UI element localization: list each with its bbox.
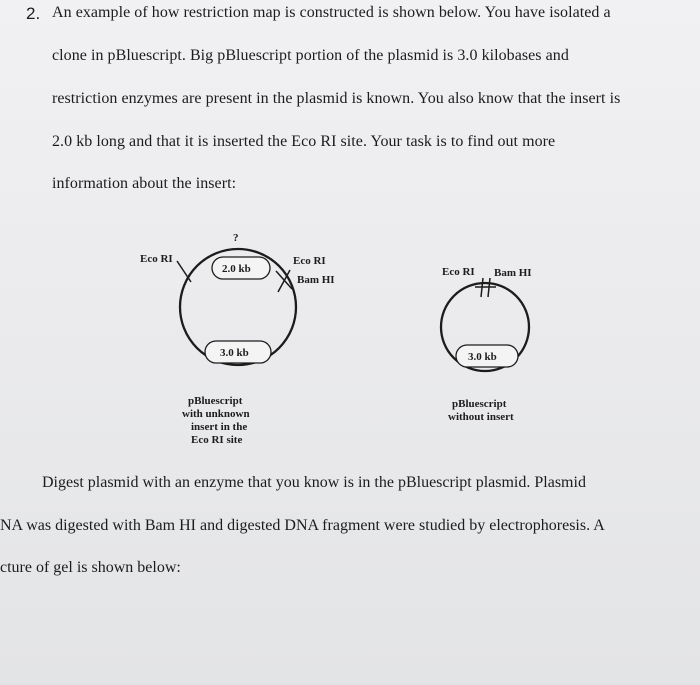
question-line-3: restriction enzymes are present in the plasmid is known. You also know that the insert is [52, 90, 621, 107]
plasmid-without-insert [441, 266, 532, 423]
right-caption-line-1: pBluescript [452, 398, 507, 410]
question-number: 2. [26, 4, 41, 23]
right-bam-hi-site-label: Bam HI [494, 267, 532, 279]
right-eco-ri-site-label: Eco RI [442, 266, 475, 278]
right-eco-ri-label: Eco RI [293, 255, 326, 267]
left-eco-ri-cut-mark [177, 261, 191, 282]
left-caption-line-1: pBluescript [188, 395, 243, 407]
question-line-1: An example of how restriction map is constructed is shown below. You have isolated a [52, 4, 611, 21]
left-caption-line-2: with unknown [182, 408, 250, 420]
question-line-5: information about the insert: [52, 175, 237, 192]
left-caption-line-4: Eco RI site [191, 434, 243, 446]
left-caption-line-3: insert in the [191, 421, 248, 433]
right-bam-hi-label: Bam HI [297, 274, 335, 286]
paragraph-line-1: Digest plasmid with an enzyme that you know is in the pBluescript plasmid. Plasmid [42, 474, 586, 491]
left-eco-ri-label: Eco RI [140, 253, 173, 265]
plasmid-with-insert [140, 232, 335, 446]
question-line-4: 2.0 kb long and that it is inserted the Eco RI site. Your task is to find out more [52, 133, 556, 150]
unknown-question-mark: ? [233, 232, 239, 244]
paragraph-line-3: cture of gel is shown below: [0, 559, 181, 576]
left-backbone-label: 3.0 kb [220, 347, 249, 359]
insert-size-label: 2.0 kb [222, 263, 251, 275]
question-line-2: clone in pBluescript. Big pBluescript portion of the plasmid is 3.0 kilobases and [52, 47, 569, 64]
right-caption-line-2: without insert [448, 411, 514, 423]
paragraph-line-2: NA was digested with Bam HI and digested DNA fragment were studied by electrophoresis. A [0, 517, 605, 534]
right-backbone-label: 3.0 kb [468, 351, 497, 363]
